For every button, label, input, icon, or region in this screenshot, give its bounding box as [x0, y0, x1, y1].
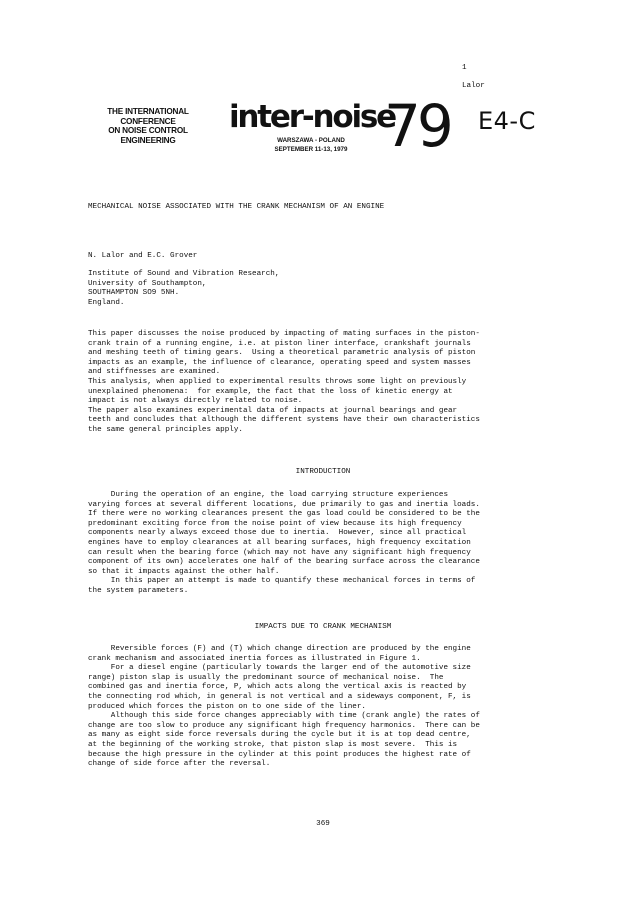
- affiliation: [88, 270, 558, 308]
- conference-line: THE INTERNATIONAL: [107, 107, 189, 116]
- conference-line: ON NOISE CONTROL: [108, 126, 188, 136]
- body-line: produced which forces the piston on to one side of the liner.: [88, 702, 366, 711]
- abstract-line: This paper discusses the noise produced by impacting of mating surfaces in the piston-: [88, 330, 480, 338]
- page-marker: 1: [462, 64, 467, 72]
- abstract-line: The paper also examines experimental data of impacts at journal bearings and gear: [88, 406, 458, 415]
- section-heading-impacts: IMPACTS DUE TO CRANK MECHANISM: [254, 623, 392, 631]
- body-line: change are too slow to produce any significant high frequency harmonics. There can be: [88, 721, 480, 730]
- body-line: components nearly always exceed those due to inertia. However, since all practical: [88, 529, 467, 538]
- body-line: the connecting rod which, in general is not vertical and a sideways component, F, is: [88, 692, 471, 701]
- logo-year: 79: [384, 92, 450, 160]
- body-line: range) piston slap is usually the predominant source of mechanical noise. The: [88, 673, 444, 682]
- body-line: predominant exciting force from the noise point of view because its high frequency: [88, 519, 462, 528]
- abstract-line: impact is not always directly related to noise.: [88, 397, 303, 406]
- introduction-body: [88, 491, 558, 597]
- abstract-line: and meshing teeth of timing gears. Using a theoretical parametric analysis of piston: [88, 349, 476, 358]
- body-line: the system parameters.: [88, 586, 189, 595]
- abstract: [88, 330, 558, 436]
- conference-name-block: [93, 107, 203, 145]
- abstract-line: This analysis, when applied to experimental results throws some light on previously: [88, 377, 467, 386]
- body-line: so that it impacts against the other half.: [88, 567, 280, 576]
- body-line: as many as eight side force reversals during the cycle but it is at top dead centre,: [88, 731, 471, 740]
- paper-authors: N. Lalor and E.C. Grover: [88, 252, 198, 260]
- affiliation-line: Institute of Sound and Vibration Research,: [88, 270, 280, 278]
- body-line: combined gas and inertia force, P, which acts along the vertical axis is reacted by: [88, 683, 467, 692]
- internoise-logo: inter-noise: [229, 99, 395, 135]
- abstract-line: teeth and concludes that although the different systems have their own characteristics: [88, 416, 480, 425]
- paper-code: E4-C: [478, 107, 536, 135]
- body-line: If there were no working clearances present the gas load could be considered to be the: [88, 510, 480, 519]
- abstract-line: impacts as an example, the influence of clearance, operating speed and system masses: [88, 358, 471, 367]
- affiliation-line: England.: [88, 298, 125, 307]
- body-line: change of side force after the reversal.: [88, 760, 271, 769]
- conference-line: CONFERENCE: [120, 116, 176, 126]
- body-line: In this paper an attempt is made to quantify these mechanical forces in terms of: [88, 577, 476, 586]
- body-line: For a diesel engine (particularly towards the larger end of the automotive size: [88, 664, 471, 673]
- affiliation-line: University of Southampton,: [88, 279, 207, 288]
- abstract-line: and stiffnesses are examined.: [88, 368, 221, 377]
- page-number: 369: [316, 820, 330, 828]
- body-line: Although this side force changes appreciably with time (crank angle) the rates of: [88, 712, 480, 721]
- conference-location: WARSZAWA - POLAND: [277, 137, 345, 144]
- body-line: because the high pressure in the cylinder at this point produces the highest rate of: [88, 750, 471, 759]
- body-line: Reversible forces (F) and (T) which change direction are produced by the engine: [88, 645, 471, 653]
- body-line: can result when the bearing force (which may not have any significant high frequency: [88, 548, 471, 557]
- body-line: crank mechanism and associated inertia forces as illustrated in Figure 1.: [88, 654, 421, 663]
- abstract-line: crank train of a running engine, i.e. at piston liner interface, crankshaft journals: [88, 339, 471, 348]
- affiliation-line: SOUTHAMPTON SO9 5NH.: [88, 289, 180, 298]
- abstract-line: unexplained phenomena: for example, the fact that the loss of kinetic energy at: [88, 387, 453, 396]
- paper-title: MECHANICAL NOISE ASSOCIATED WITH THE CRANK MECHANISM OF AN ENGINE: [88, 203, 385, 211]
- abstract-line: the same general principles apply.: [88, 425, 243, 434]
- section-heading-introduction: INTRODUCTION: [295, 468, 351, 476]
- conference-dates: SEPTEMBER 11-13, 1979: [274, 146, 348, 153]
- impacts-body: [88, 645, 558, 770]
- body-line: at the beginning of the working stroke, that piston slap is most severe. This is: [88, 740, 458, 749]
- body-line: varying forces at several different locations, due primarily to gas and inertia loads.: [88, 500, 480, 509]
- body-line: During the operation of an engine, the load carrying structure experiences: [88, 491, 449, 499]
- running-author: Lalor: [462, 82, 485, 90]
- conference-line: ENGINEERING: [120, 135, 176, 145]
- body-line: component of its own) accelerates one half of the bearing surface across the clearance: [88, 558, 480, 567]
- body-line: engines have to employ clearances at all bearing surfaces, high frequency excitation: [88, 538, 471, 547]
